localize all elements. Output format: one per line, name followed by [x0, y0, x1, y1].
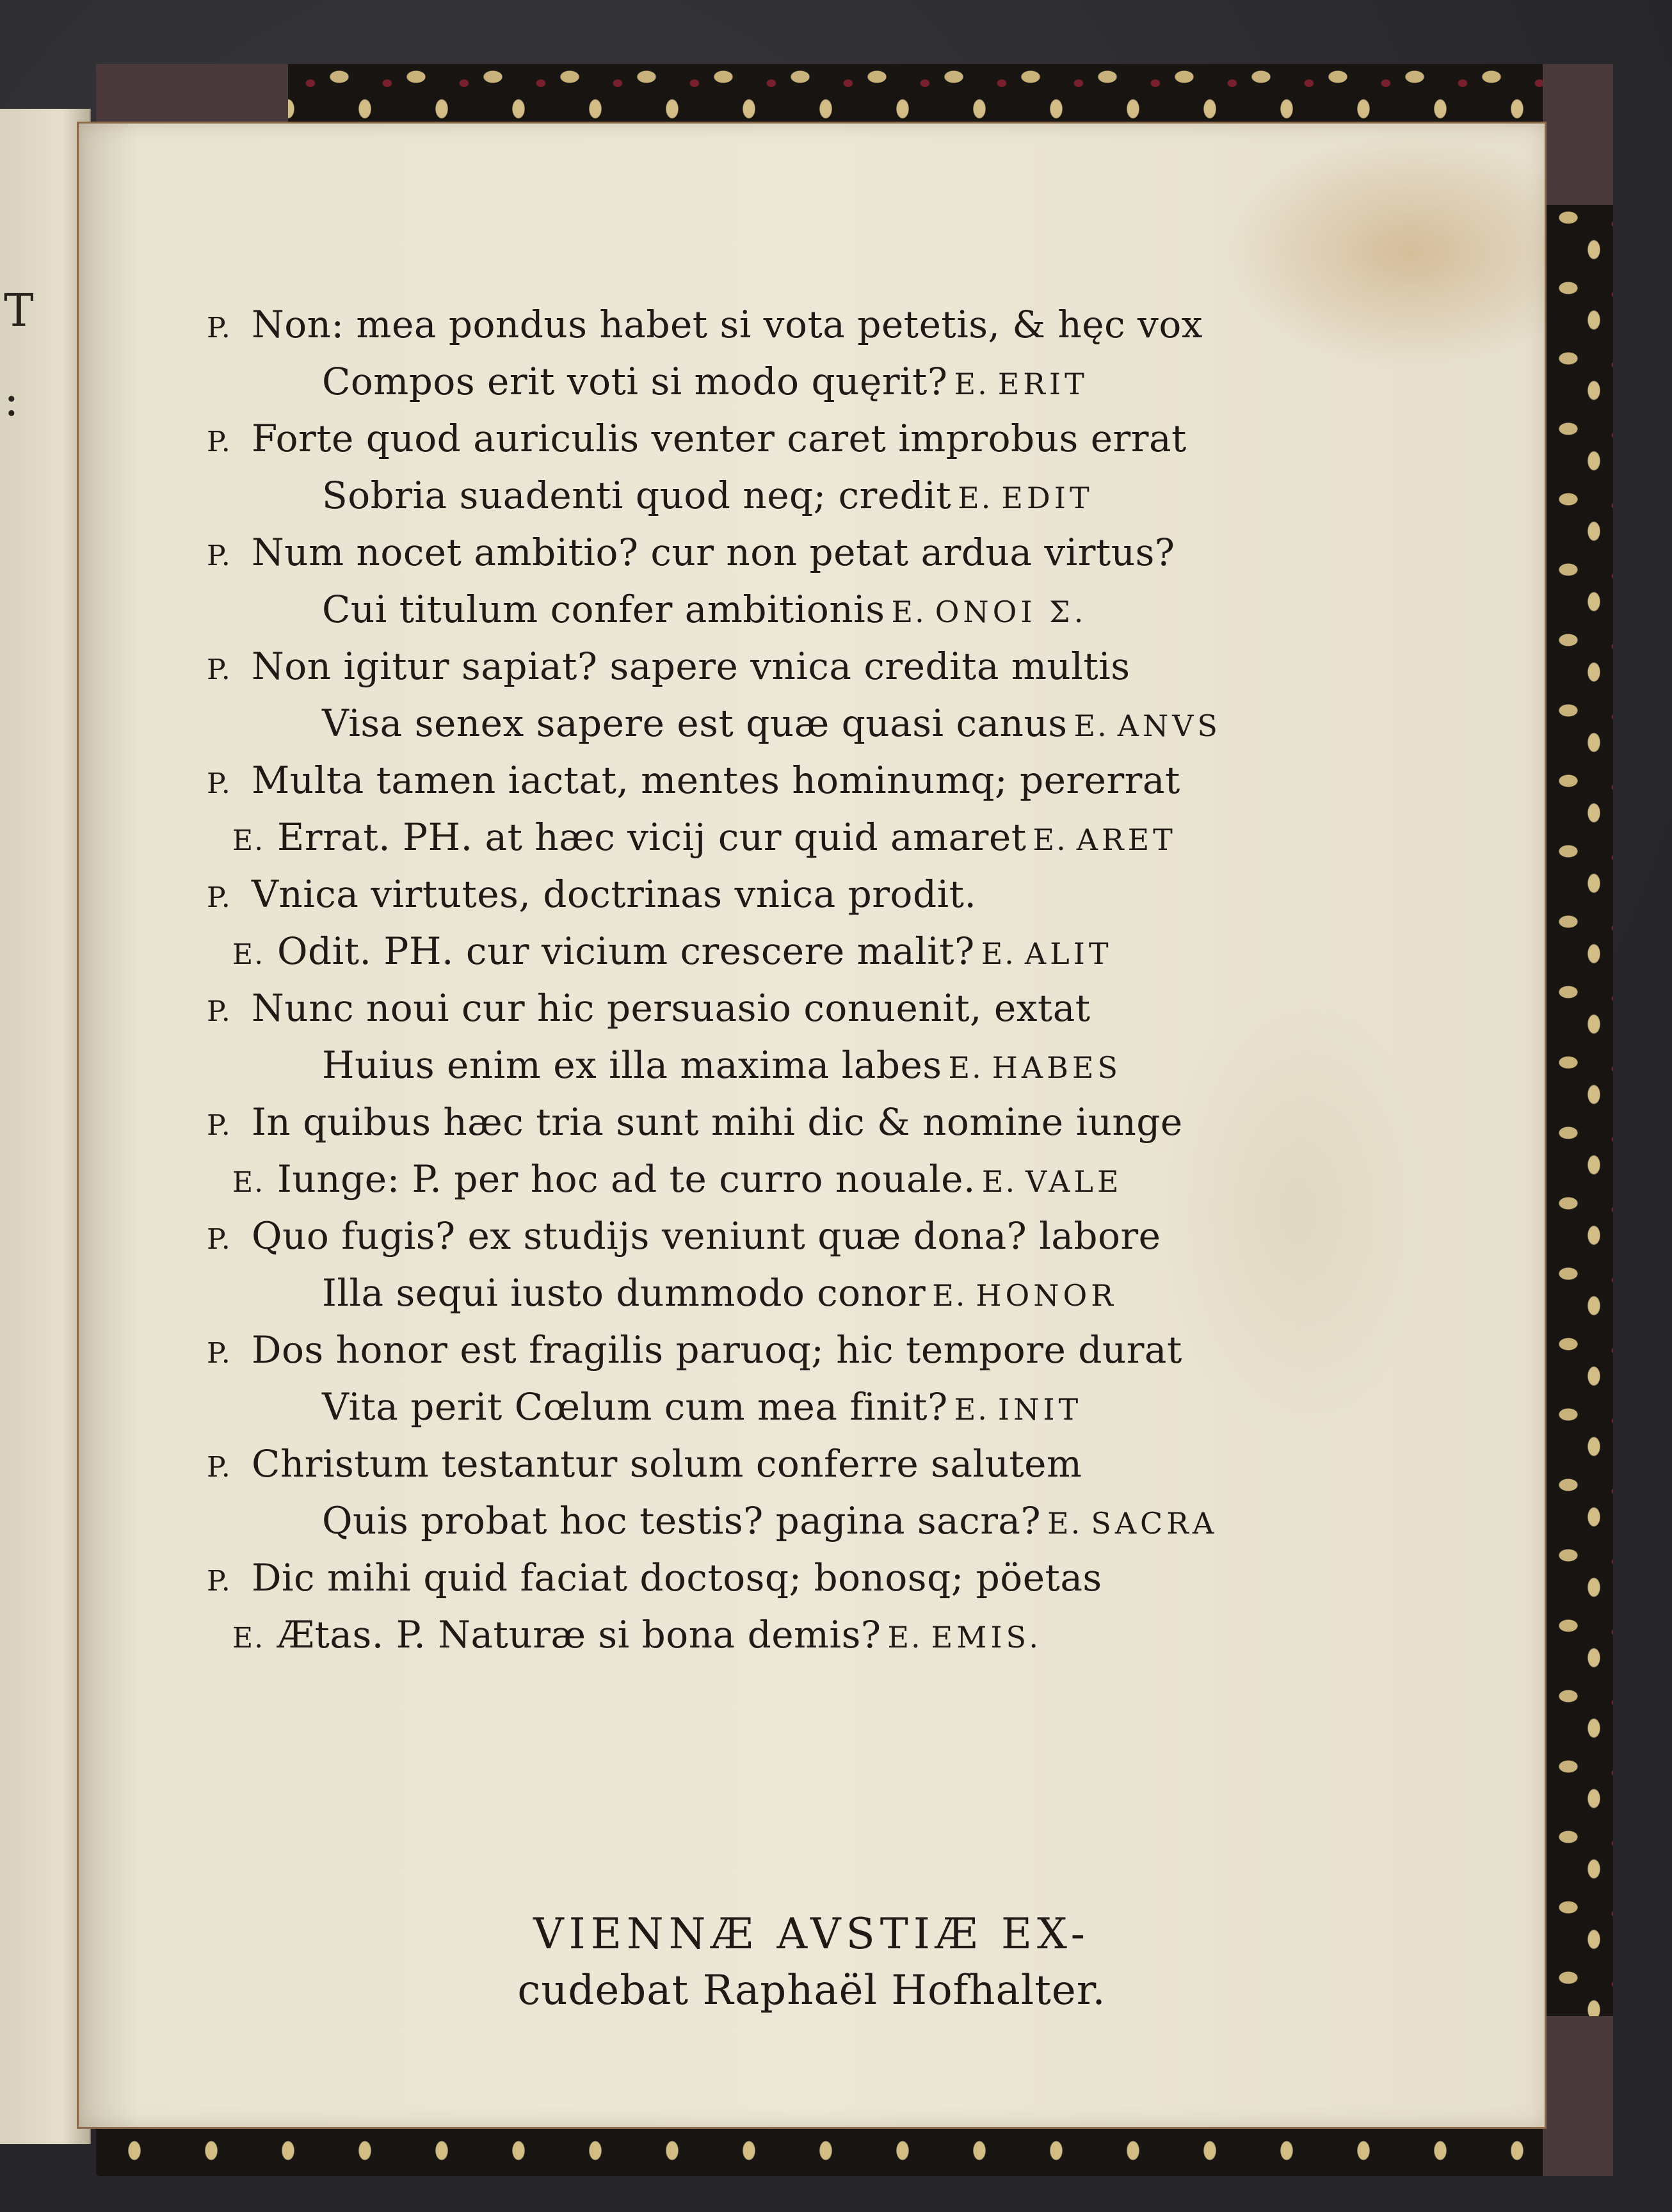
verse-line	[207, 1094, 1410, 1151]
verse-text: Non igitur sapiat? sapere vnica credita multis	[252, 645, 1130, 688]
verse-text: Dic mihi quid faciat doctosq; bonosq; pöetas	[252, 1556, 1102, 1599]
leather-corner	[1543, 64, 1613, 205]
verse-line	[207, 866, 1410, 923]
book-page	[77, 122, 1547, 2129]
echo-label: E.	[891, 595, 926, 629]
verse-line	[207, 1265, 1410, 1322]
echo-answer: HABES	[992, 1050, 1121, 1085]
facing-page-fragment: :	[4, 374, 19, 426]
speaker-mark: P.	[207, 1223, 232, 1256]
verse-text: Dos honor est fragilis paruoq; hic tempore durat	[252, 1328, 1182, 1372]
verse-text: Huius enim ex illa maxima labes	[322, 1043, 942, 1087]
echo-label: E.	[887, 1620, 922, 1655]
verse-line	[207, 524, 1410, 581]
verse-text: Ætas. P. Naturæ si bona demis?	[277, 1613, 881, 1656]
echo-answer: VALE	[1025, 1164, 1123, 1199]
verse-line	[207, 695, 1410, 752]
verse-line	[207, 1436, 1410, 1493]
leather-corner	[1543, 2016, 1613, 2176]
echo-label: E.	[954, 1392, 989, 1427]
verse-line	[207, 638, 1410, 695]
echo-answer: EMIS.	[931, 1620, 1042, 1655]
speaker-mark: P.	[207, 1337, 232, 1370]
echo-label: E.	[932, 1278, 967, 1313]
verse-line	[207, 980, 1410, 1037]
echo-label: E.	[1033, 822, 1068, 857]
verse-text: Vita perit Cœlum cum mea finit?	[322, 1385, 948, 1429]
speaker-mark: E.	[232, 824, 265, 857]
echo-answer: INIT	[997, 1392, 1082, 1427]
speaker-mark: P.	[207, 426, 232, 458]
echo-answer: EDIT	[1001, 481, 1093, 515]
verse-text: Illa sequi iusto dummodo conor	[322, 1271, 926, 1315]
verse-text: Compos erit voti si modo quęrit?	[322, 360, 948, 403]
echo-answer: ALIT	[1024, 936, 1113, 971]
verse-line	[207, 809, 1410, 866]
echo-label: E.	[954, 367, 989, 401]
echo-label: E.	[981, 936, 1016, 971]
verse-line	[207, 1550, 1410, 1607]
verse-line	[207, 1493, 1410, 1550]
verse-line	[207, 353, 1410, 410]
speaker-mark: P.	[207, 1109, 232, 1142]
echo-label: E.	[948, 1050, 983, 1085]
echo-answer: ERIT	[997, 367, 1088, 401]
verse-text: Errat. PH. at hæc vicij cur quid amaret	[277, 815, 1027, 859]
speaker-mark: P.	[207, 881, 232, 914]
verse-text: Iunge: P. per hoc ad te curro nouale.	[277, 1157, 976, 1201]
verse-line	[207, 410, 1410, 467]
colophon-line-2: cudebat Raphaël Hofhalter.	[517, 1967, 1106, 2014]
echo-label: E.	[958, 481, 993, 515]
facing-page-fragment: T	[4, 284, 34, 337]
verse-line	[207, 1379, 1410, 1436]
echo-answer: ANVS	[1117, 709, 1221, 743]
verse-text: Quis probat hoc testis? pagina sacra?	[322, 1499, 1041, 1543]
verse-text: Sobria suadenti quod neq; credit	[322, 474, 952, 517]
verse-text: Vnica virtutes, doctrinas vnica prodit.	[252, 872, 977, 916]
verse-text: Quo fugis? ex studijs veniunt quæ dona? labore	[252, 1214, 1161, 1258]
verse-text: In quibus hæc tria sunt mihi dic & nomine iunge	[252, 1100, 1183, 1144]
echo-label: E.	[981, 1164, 1017, 1199]
verse-line	[207, 581, 1410, 638]
speaker-mark: E.	[232, 1166, 265, 1199]
verse-text: Multa tamen iactat, mentes hominumq; pererrat	[252, 758, 1180, 802]
speaker-mark: P.	[207, 653, 232, 686]
verse-text: Odit. PH. cur vicium crescere malit?	[277, 929, 975, 973]
speaker-mark: P.	[207, 1451, 232, 1484]
speaker-mark: P.	[207, 312, 232, 344]
verse-line	[207, 1322, 1410, 1379]
echo-answer: ONOI Σ.	[935, 595, 1088, 629]
verse-text: Forte quod auriculis venter caret improbus errat	[252, 417, 1187, 460]
verse-text: Nunc noui cur hic persuasio conuenit, extat	[252, 986, 1091, 1030]
echo-answer: SACRA	[1091, 1506, 1218, 1541]
verse-line	[207, 1037, 1410, 1094]
verse-text: Christum testantur solum conferre salutem	[252, 1442, 1082, 1486]
speaker-mark: P.	[207, 1565, 232, 1598]
verse-text: Visa senex sapere est quæ quasi canus	[322, 701, 1068, 745]
verse-text: Cui titulum confer ambitionis	[322, 588, 885, 631]
speaker-mark: P.	[207, 995, 232, 1028]
verse-line	[207, 1607, 1410, 1663]
verse-line	[207, 923, 1410, 980]
verse-line	[207, 296, 1410, 353]
verse-line	[207, 752, 1410, 809]
colophon-line-1: VIENNÆ AVSTIÆ EX-	[533, 1909, 1090, 1959]
verse-text: Num nocet ambitio? cur non petat ardua virtus?	[252, 531, 1175, 574]
speaker-mark: E.	[232, 938, 265, 971]
echo-answer: HONOR	[976, 1278, 1117, 1313]
verse-block	[207, 296, 1410, 1663]
verse-line	[207, 467, 1410, 524]
echo-label: E.	[1073, 709, 1109, 743]
verse-text: Non: mea pondus habet si vota petetis, & hęc vox	[252, 303, 1203, 346]
verse-line	[207, 1208, 1410, 1265]
speaker-mark: E.	[232, 1622, 265, 1655]
echo-answer: ARET	[1076, 822, 1177, 857]
echo-label: E.	[1047, 1506, 1082, 1541]
verse-line	[207, 1151, 1410, 1208]
speaker-mark: P.	[207, 767, 232, 800]
speaker-mark: P.	[207, 540, 232, 572]
